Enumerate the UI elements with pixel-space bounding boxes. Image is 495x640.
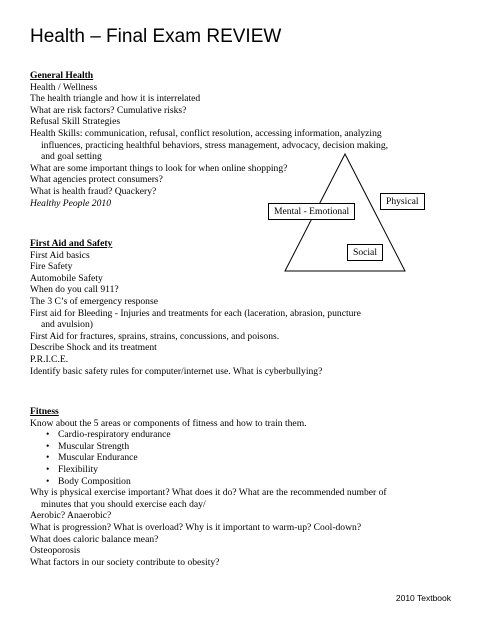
list-item (30, 429, 440, 441)
text-line: What agencies protect consumers? (30, 174, 163, 186)
text-line: What is health fraud? Quackery? (30, 185, 157, 197)
first-aid-section (30, 238, 440, 377)
text-line: When do you call 911? (30, 284, 119, 296)
list-item (30, 464, 440, 476)
page-title: Health – Final Exam REVIEW (30, 26, 282, 47)
section-heading-fitness: Fitness (30, 406, 59, 417)
fitness-section (30, 406, 440, 568)
list-item-label: Flexibility (58, 463, 98, 475)
text-line: What factors in our society contribute to obesity? (30, 556, 220, 568)
text-line: What are risk factors? Cumulative risks? (30, 104, 187, 116)
text-line: Refusal Skill Strategies (30, 116, 121, 128)
text-line: The health triangle and how it is interrelated (30, 93, 201, 105)
list-item-label: Muscular Strength (58, 440, 130, 452)
text-line: Describe Shock and its treatment (30, 342, 157, 354)
text-line: Automobile Safety (30, 272, 103, 284)
triangle-label-physical: Physical (380, 193, 425, 210)
text-line: What does caloric balance mean? (30, 533, 159, 545)
list-item-label: Body Composition (58, 475, 131, 487)
bullet-icon: • (46, 475, 50, 487)
text-line: What are some important things to look for when online shopping? (30, 162, 288, 174)
text-line: influences, practicing healthful behaviors, stress management, advocacy, decision making, (41, 139, 389, 151)
bullet-icon: • (46, 429, 50, 441)
text-line: and goal setting (41, 151, 102, 163)
list-item-label: Muscular Endurance (58, 452, 138, 464)
text-line: Health Skills: communication, refusal, conflict resolution, accessing information, analyzing (30, 127, 382, 139)
text-line: Fire Safety (30, 261, 73, 273)
text-line: Osteoporosis (30, 545, 81, 557)
list-item (30, 476, 440, 488)
triangle-label-social: Social (347, 244, 383, 261)
text-line: The 3 C’s of emergency response (30, 295, 158, 307)
list-item-label: Cardio-respiratory endurance (58, 429, 171, 441)
bullet-icon: • (46, 452, 50, 464)
text-line: Aerobic? Anaerobic? (30, 510, 112, 522)
text-line: First Aid for fractures, sprains, strains, concussions, and poisons. (30, 330, 280, 342)
text-line: P.R.I.C.E. (30, 353, 69, 365)
list-item (30, 452, 440, 464)
footer-note: 2010 Textbook (395, 593, 451, 603)
text-line: Health / Wellness (30, 81, 98, 93)
bullet-icon: • (46, 463, 50, 475)
text-line: and avulsion) (41, 319, 93, 331)
bullet-icon: • (46, 440, 50, 452)
text-line: Identify basic safety rules for computer/internet use. What is cyberbullying? (30, 365, 323, 377)
text-line: First aid for Bleeding - Injuries and treatments for each (laceration, abrasion, puncture (30, 307, 361, 319)
text-line: Why is physical exercise important? What does it do? What are the recommended number of (30, 487, 387, 499)
fitness-components-list (30, 429, 440, 487)
text-line: First Aid basics (30, 249, 90, 261)
list-item (30, 441, 440, 453)
text-line: minutes that you should exercise each day/ (41, 498, 206, 510)
section-heading-first-aid: First Aid and Safety (30, 238, 113, 249)
text-line: Healthy People 2010 (30, 197, 111, 209)
triangle-label-mental-emotional: Mental - Emotional (268, 203, 355, 220)
section-heading-general-health: General Health (30, 70, 94, 81)
text-line: Know about the 5 areas or components of fitness and how to train them. (30, 417, 307, 429)
text-line: What is progression? What is overload? Why is it important to warm-up? Cool-down? (30, 521, 362, 533)
